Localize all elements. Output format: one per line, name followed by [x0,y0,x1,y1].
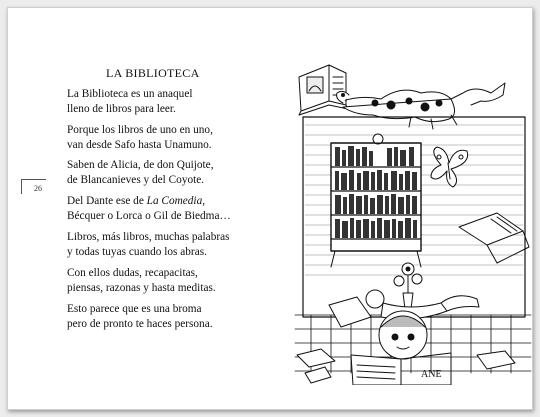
stanza-line: pero de pronto te haces persona. [67,318,213,330]
stanza-line: piensas, razonas y hasta meditas. [67,282,216,294]
flying-book-drawing [459,213,529,263]
stanza-text: , [202,195,206,207]
book-page [7,7,533,410]
stanza-2 [67,123,257,153]
library-illustration [291,55,536,385]
book-spine-label: ANE [421,369,442,380]
stanza-3 [67,158,257,188]
stanza-line: van desde Safo hasta Unamuno. [67,139,212,151]
stanza-line: y todas tuyas cuando los abras. [67,246,207,258]
poem-title: LA BIBLIOTECA [106,66,200,80]
dragon-drawing [337,83,505,129]
stanza-7 [67,302,257,332]
page-number: 26 [34,184,42,193]
stanza-line: La Biblioteca es un anaquel [67,88,193,100]
stanza-line: Libros, más libros, muchas palabras [67,231,230,243]
stanza-line: Con ellos dudas, recapacitas, [67,267,198,279]
stanza-5 [67,230,257,260]
stanza-line: lleno de libros para leer. [67,103,176,115]
stanza-6 [67,266,257,296]
stanza-line [67,194,257,209]
stanza-line: Bécquer o Lorca o Gil de Biedma… [67,210,231,222]
stanza-line: Esto parece que es una broma [67,303,202,315]
stanza-text: Del Dante ese de [67,195,147,207]
open-book-drawing [299,65,348,115]
flower-pot-drawing [394,263,422,309]
stanza-italic-title: La Comedia [146,195,203,207]
stanza-4 [67,194,257,224]
stanza-line: de Blancanieves y del Coyote. [67,174,205,186]
bookshelf-drawing [331,134,421,267]
butterfly-drawing [431,147,468,187]
stanza-line: Saben de Alicia, de don Quijote, [67,159,214,171]
stanza-1 [67,87,257,117]
stanza-line: Porque los libros de uno en uno, [67,124,213,136]
